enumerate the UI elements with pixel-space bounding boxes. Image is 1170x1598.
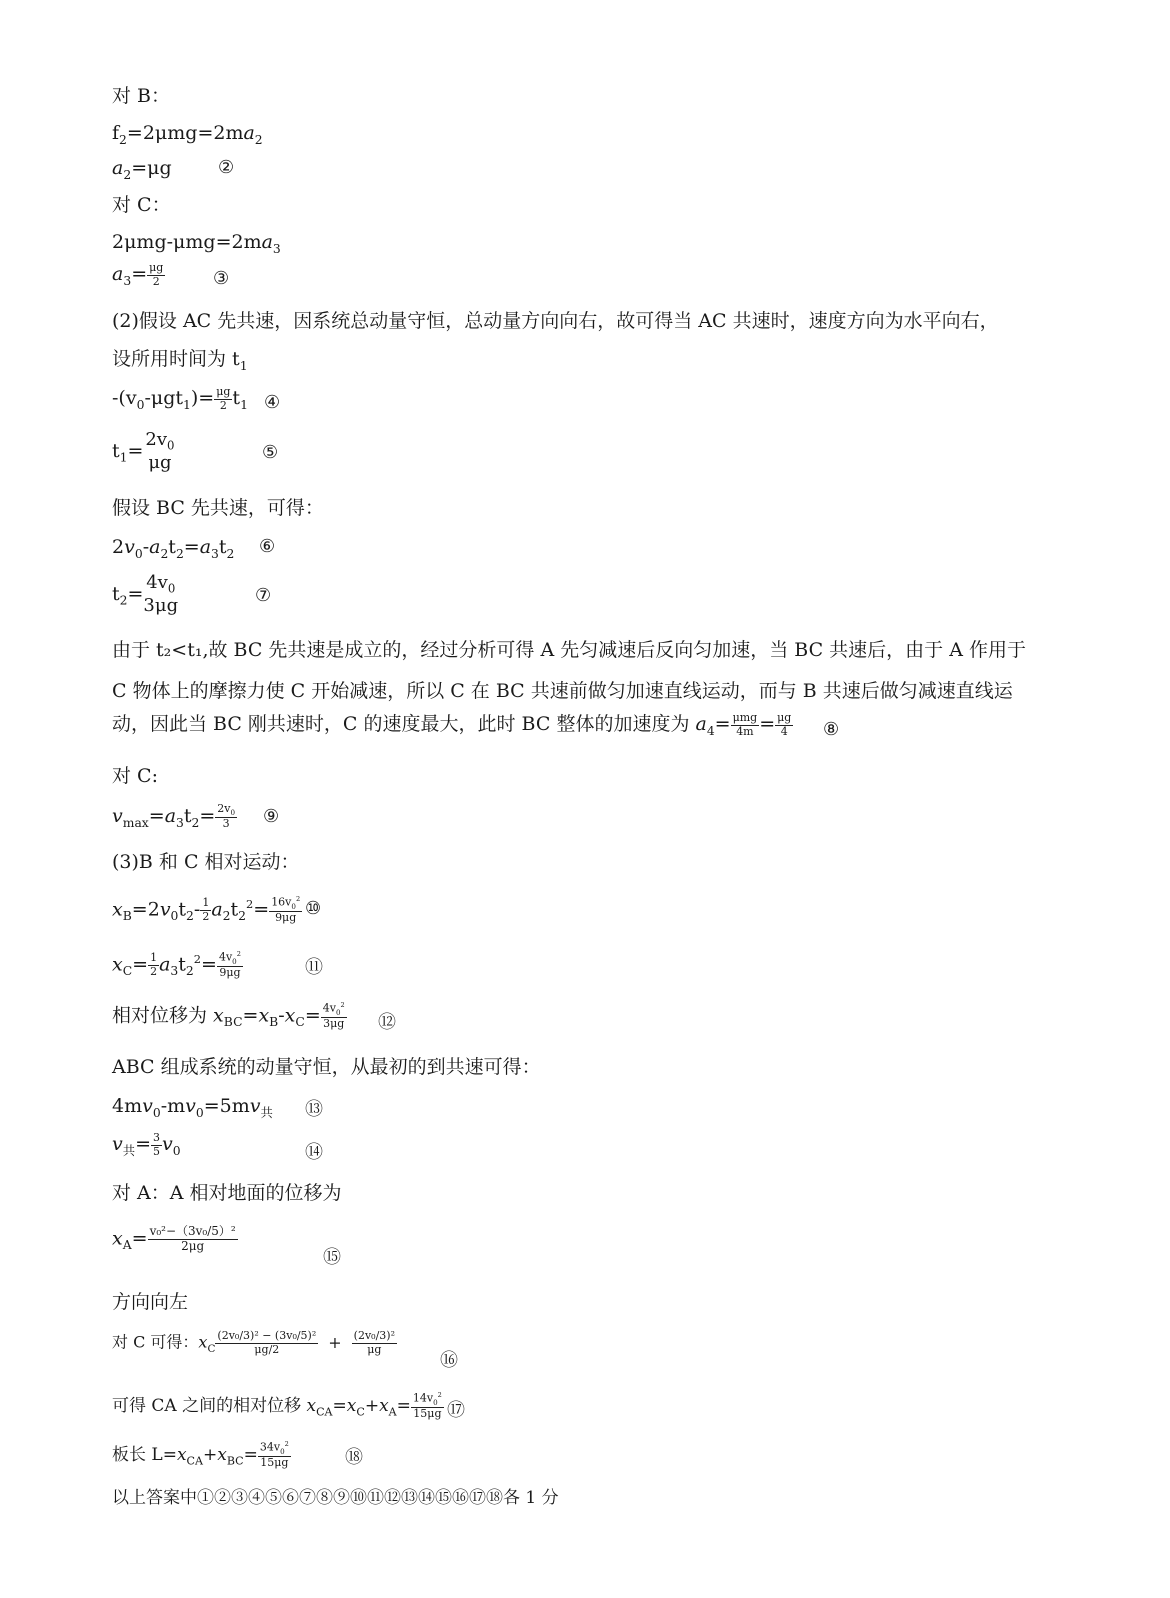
line-dui-c-2: 对 C: [112, 765, 158, 787]
mark-12: ⑫ [378, 1012, 396, 1033]
equation-14: $v_共=$ $\frac{3}{5}$ $v_0$ [112, 1131, 181, 1158]
equation-board-length: 板长 $L=x_{CA}+x_{BC}=$ $\frac{34v_0^2}{15\mu g}$ [112, 1440, 289, 1470]
line-direction-left: 方向向左 [112, 1291, 189, 1313]
mark-8: ⑧ [823, 719, 840, 740]
paragraph-2a: (2)假设 AC 先共速，因系统总动量守恒，总动量方向向右，故可得当 AC 共速时，速度方向为水平向右， [112, 310, 999, 332]
mark-5: ⑤ [262, 442, 279, 463]
paragraph-analysis-3: 动，因此当 BC 刚共速时，C 的速度最大，此时 BC 整体的加速度为 $a_4=$ $\frac{\text{μmg}}{4m}$ = $\frac{\mu g}{4}$ [112, 711, 792, 738]
equation-a2: $a_2=\mu g$ [112, 157, 172, 182]
mark-18: ⑱ [345, 1447, 363, 1468]
scoring-note: 以上答案中①②③④⑤⑥⑦⑧⑨⑩⑪⑫⑬⑭⑮⑯⑰⑱各 1 分 [112, 1488, 559, 1508]
equation-f2: $f_2=2\mu mg=2ma_2$ [112, 122, 263, 147]
paragraph-analysis-2: C 物体上的摩擦力使 C 开始减速，所以 C 在 BC 共速前做匀加速直线运动，而与 B 共速后做匀减速直线运 [112, 680, 1013, 702]
equation-xc: $x_C=$ $\frac{1}{2}$ $a_3t_2^2=$ $\frac{4v_0^2}{9\mu g}$ [112, 949, 241, 980]
mark-10: ⑩ [305, 898, 322, 919]
line-dui-c: 对 C： [112, 194, 171, 216]
line-part3: (3)B 和 C 相对运动： [112, 851, 300, 873]
equation-13: $4mv_0-mv_0=5mv_共$ [112, 1095, 273, 1120]
equation-xca: 可得 CA 之间的相对位移 $x_{CA}=x_C+x_A=$ $\frac{14v_0^2}{15\mu g}$ [112, 1391, 442, 1421]
equation-xa: $x_A=$ $\frac{\text{v₀²−（3v₀/5）²}}{2\mu g}$ [112, 1224, 236, 1253]
equation-4: $-(v_0-\mu gt_1)=$ $\frac{\mu g}{2}$ $t_1$ [112, 385, 248, 412]
mark-6: ⑥ [259, 536, 276, 557]
equation-a3: $a_3=$ $\frac{\mu g}{2}$ [112, 261, 164, 288]
line-dui-a: 对 A：A 相对地面的位移为 [112, 1182, 342, 1204]
mark-14: ⑭ [305, 1142, 323, 1163]
mark-17: ⑰ [447, 1400, 465, 1421]
equation-t1: $t_1=$ $2v_0$ μg [112, 429, 175, 474]
mark-16: ⑯ [440, 1350, 458, 1371]
equation-xb: $x_B=2v_0t_2-$ $\frac{1}{2}$ $a_2t_2^2=$ $\frac{16v_0^2}{9\mu g}$ [112, 894, 301, 925]
equation-c-force: $2\mu mg-\mu mg=2ma_3$ [112, 231, 281, 256]
line-dui-b: 对 B： [112, 85, 171, 107]
mark-13: ⑬ [305, 1099, 323, 1120]
mark-11: ⑪ [305, 957, 323, 978]
mark-4: ④ [264, 392, 281, 413]
line-time-t1: 设所用时间为 $t_1$ [112, 348, 248, 373]
line-bc-assume: 假设 BC 先共速，可得： [112, 497, 324, 519]
mark-9: ⑨ [263, 806, 280, 827]
equation-vmax: $v_{max}=a_3t_2=$ $\frac{2v_0}{3}$ [112, 802, 236, 831]
paragraph-analysis-1: 由于 t₂<t₁,故 BC 先共速是成立的，经过分析可得 A 先匀减速后反向匀加速，当 BC 共速后，由于 A 作用于 [112, 639, 1026, 661]
line-momentum: ABC 组成系统的动量守恒，从最初的到共速可得： [112, 1056, 541, 1078]
mark-3: ③ [213, 268, 230, 289]
mark-7: ⑦ [255, 585, 272, 606]
equation-xbc: 相对位移为 $x_{BC}=x_B-x_C=$ $\frac{4v_0^2}{3\mu g}$ [112, 1001, 345, 1031]
equation-16: 对 C 可得：$x_C$ $\frac{\text{(2v₀/3)² − (3v₀/5)²}}{\mu g/2}$ + $\frac{\text{(2v₀/3)²}}{\mu g}$ [112, 1329, 395, 1356]
mark-2: ② [218, 157, 235, 178]
equation-t2: $t_2=$ $4v_0$ 3μg [112, 572, 179, 617]
equation-6: $2v_0-a_2t_2=a_3t_2$ [112, 536, 235, 561]
mark-15: ⑮ [323, 1247, 341, 1268]
